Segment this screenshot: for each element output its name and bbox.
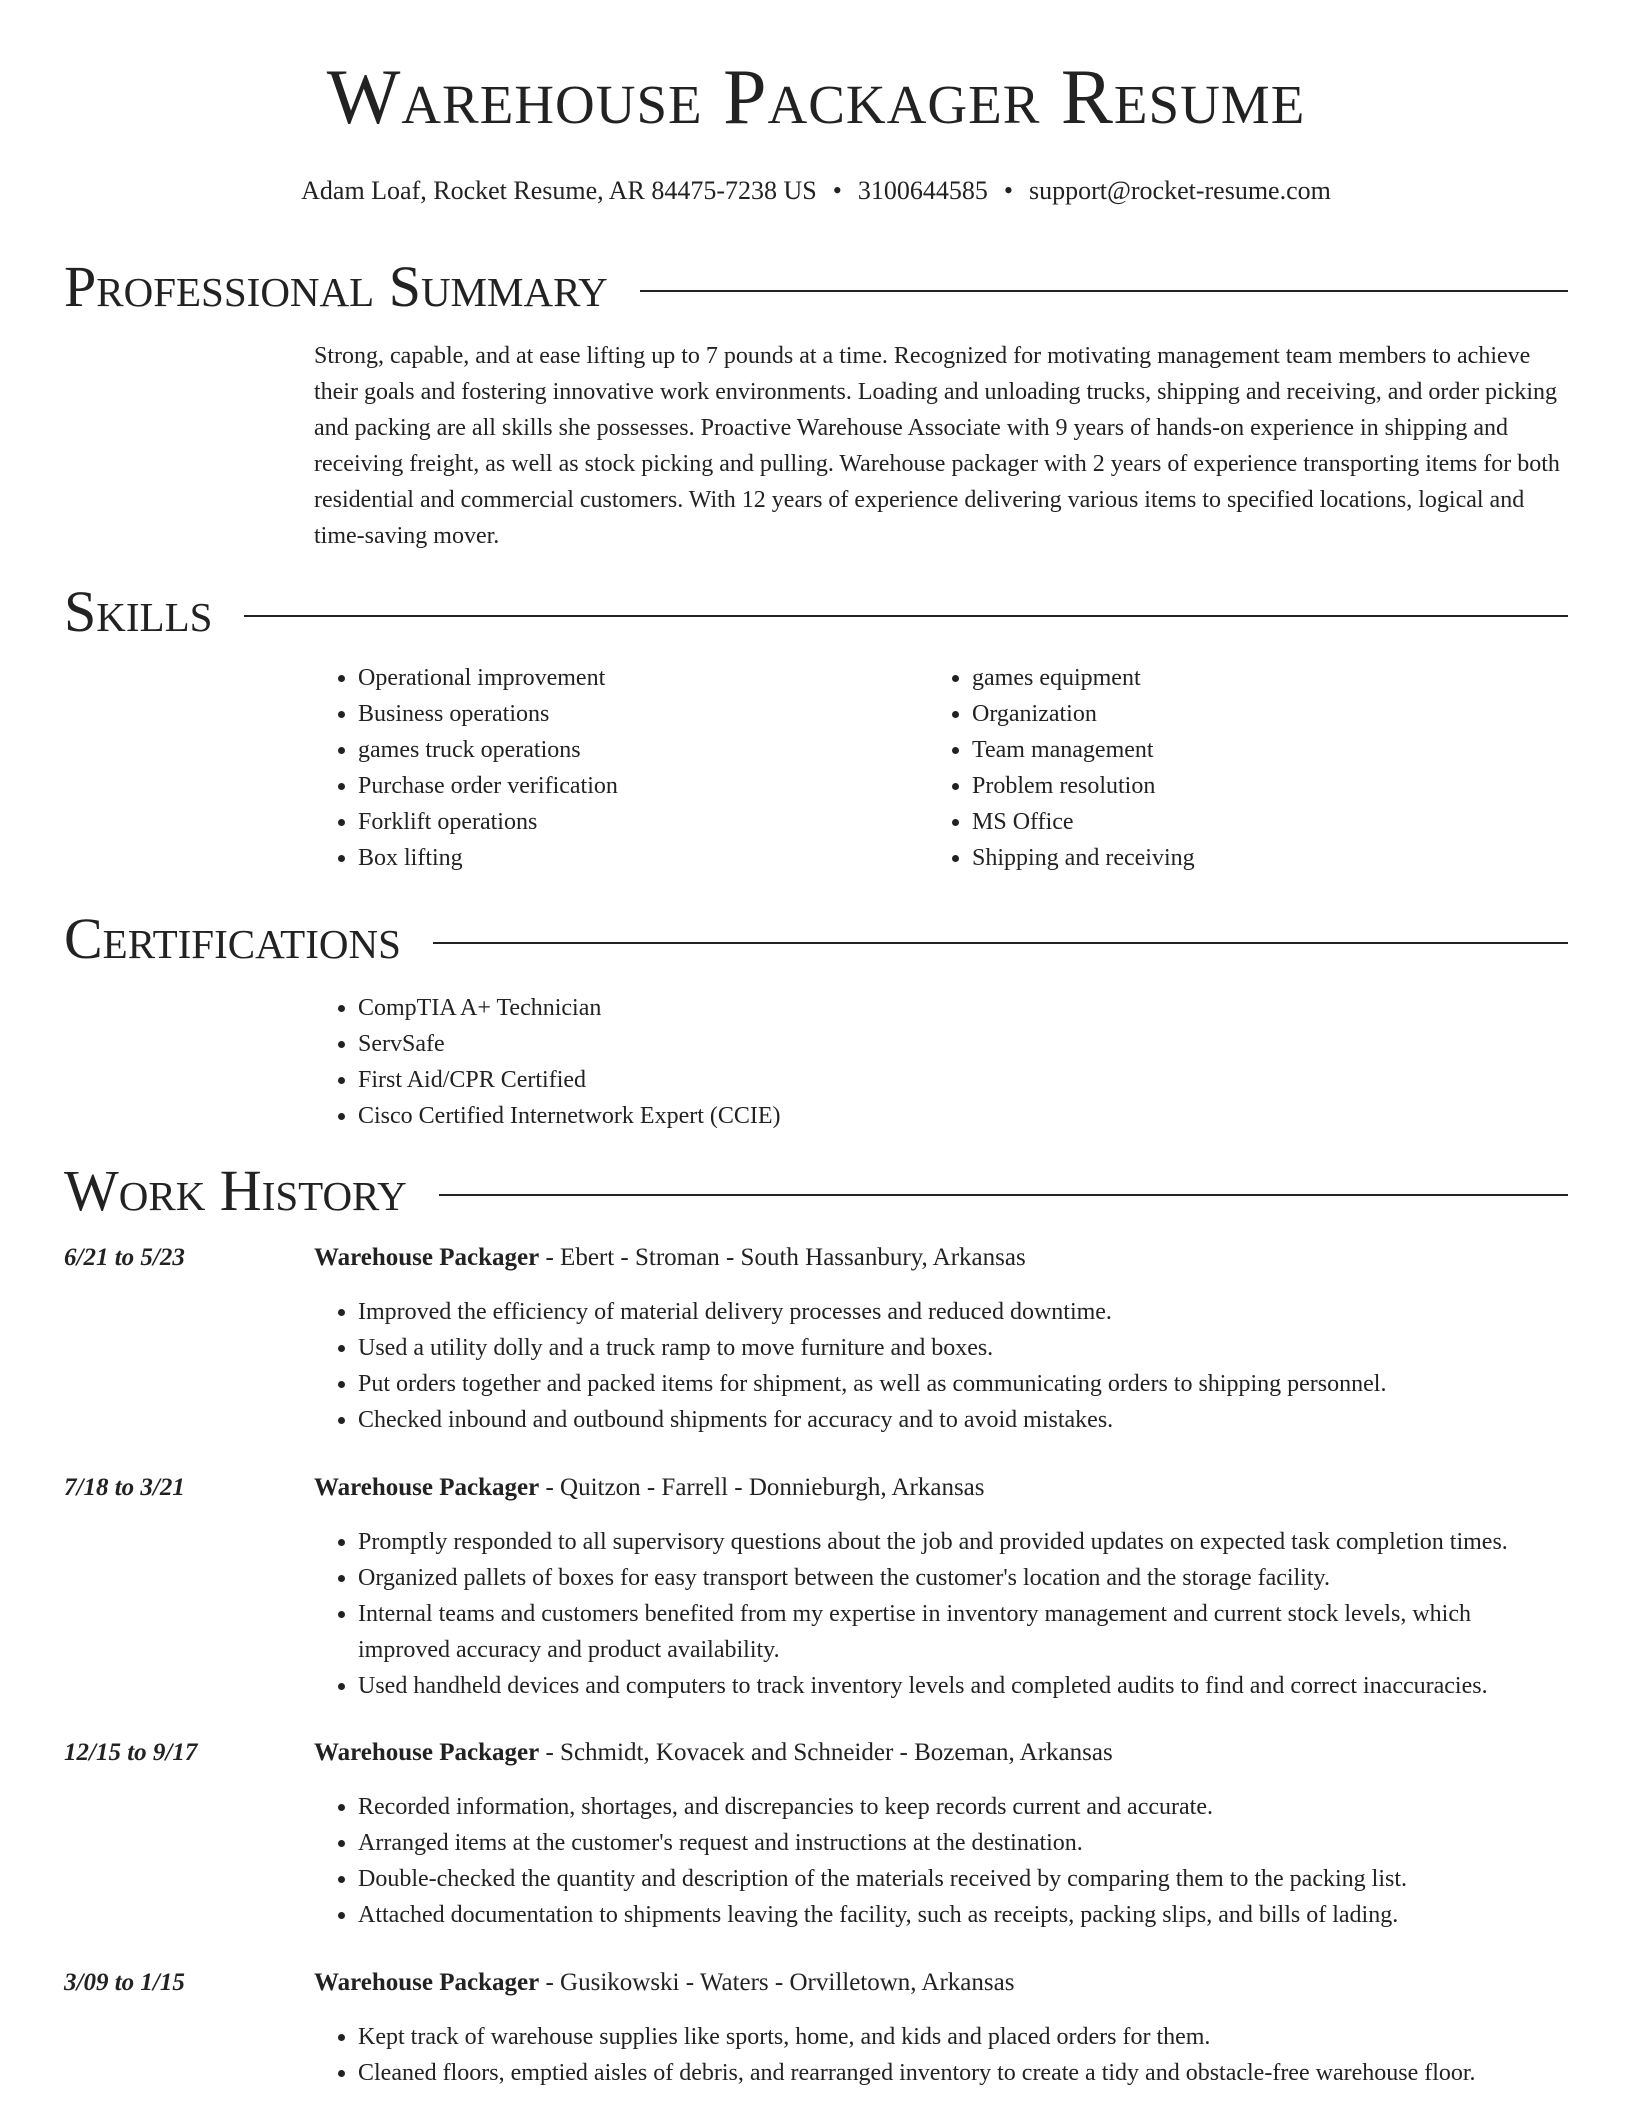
job-bullet: • Arranged items at the customer's request and instructions at the destination. bbox=[358, 1825, 1568, 1861]
skill-item: • Purchase order verification bbox=[358, 768, 914, 804]
certification-item: • CompTIA A+ Technician bbox=[358, 990, 781, 1026]
resume-title: Warehouse Packager Resume bbox=[326, 53, 1306, 140]
certifications-list bbox=[314, 990, 781, 1134]
skill-item: • games truck operations bbox=[358, 732, 914, 768]
job-header: Warehouse Packager - Schmidt, Kovacek and Schneider - Bozeman, Arkansas bbox=[314, 1739, 1113, 1766]
work-history-section-heading bbox=[64, 1158, 1568, 1223]
work-history-heading: Work History bbox=[64, 1158, 407, 1223]
job-dates: 3/09 to 1/15 bbox=[64, 1969, 185, 1996]
job-dates: 12/15 to 9/17 bbox=[64, 1739, 198, 1766]
certification-item: • Cisco Certified Internetwork Expert (CCIE) bbox=[358, 1098, 781, 1134]
job-title: Warehouse Packager bbox=[314, 1739, 540, 1766]
summary-section-heading bbox=[64, 254, 1568, 319]
skill-item: • Problem resolution bbox=[972, 768, 1528, 804]
skill-item: • Box lifting bbox=[358, 840, 914, 876]
job-bullet: • Checked inbound and outbound shipments for accuracy and to avoid mistakes. bbox=[358, 1402, 1568, 1438]
skill-item: • Shipping and receiving bbox=[972, 840, 1528, 876]
job-title: Warehouse Packager bbox=[314, 1244, 540, 1271]
job-bullet: • Promptly responded to all supervisory questions about the job and provided updates on expected task completion times. bbox=[358, 1524, 1568, 1560]
skill-item: • Operational improvement bbox=[358, 660, 914, 696]
job-bullet: • Organized pallets of boxes for easy transport between the customer's location and the storage facility. bbox=[358, 1560, 1568, 1596]
job-company: Schmidt, Kovacek and Schneider - Bozeman, Arkansas bbox=[560, 1739, 1113, 1766]
skill-item: • Organization bbox=[972, 696, 1528, 732]
job-company: Gusikowski - Waters - Orvilletown, Arkansas bbox=[560, 1969, 1015, 1996]
job-header: Warehouse Packager - Gusikowski - Waters - Orvilletown, Arkansas bbox=[314, 1969, 1015, 1996]
job-bullets-wrap bbox=[314, 1789, 1568, 1933]
job-bullet: • Put orders together and packed items for shipment, as well as communicating orders to shipping personnel. bbox=[358, 1366, 1568, 1402]
skills-right-list bbox=[928, 660, 1528, 876]
job-bullet: • Recorded information, shortages, and discrepancies to keep records current and accurate. bbox=[358, 1789, 1568, 1825]
certifications-section-heading bbox=[64, 906, 1568, 971]
job-bullets bbox=[314, 1294, 1568, 1438]
job-title: Warehouse Packager bbox=[314, 1474, 540, 1501]
skills-left-column bbox=[314, 660, 914, 876]
job-bullets bbox=[314, 1524, 1568, 1704]
job-bullet: • Internal teams and customers benefited from my expertise in inventory management and current stock levels, which improved accuracy and product availability. bbox=[358, 1596, 1568, 1668]
job-header: Warehouse Packager - Ebert - Stroman - South Hassanbury, Arkansas bbox=[314, 1244, 1026, 1271]
summary-heading: Professional Summary bbox=[64, 254, 608, 319]
job-bullet: • Attached documentation to shipments leaving the facility, such as receipts, packing slips, and bills of lading. bbox=[358, 1897, 1568, 1933]
job-bullets-wrap bbox=[314, 2019, 1568, 2091]
skill-item: • MS Office bbox=[972, 804, 1528, 840]
job-bullet: • Cleaned floors, emptied aisles of debris, and rearranged inventory to create a tidy and obstacle-free warehouse floor. bbox=[358, 2055, 1568, 2091]
section-divider bbox=[439, 1194, 1568, 1196]
skills-left-list bbox=[314, 660, 914, 876]
section-divider bbox=[244, 615, 1568, 617]
skills-section-heading bbox=[64, 579, 1568, 644]
job-bullets bbox=[314, 1789, 1568, 1933]
contact-separator: • bbox=[832, 176, 842, 205]
job-bullet: • Used a utility dolly and a truck ramp to move furniture and boxes. bbox=[358, 1330, 1568, 1366]
certification-item: • First Aid/CPR Certified bbox=[358, 1062, 781, 1098]
job-bullets-wrap bbox=[314, 1294, 1568, 1438]
contact-phone: 3100644585 bbox=[857, 176, 988, 205]
certifications-list-wrap bbox=[314, 990, 781, 1134]
summary-text: Strong, capable, and at ease lifting up to 7 pounds at a time. Recognized for motivating management team members to achieve their goals and fostering innovative work environments. Loading and unloading trucks, shipping and receiving, and order picking and packing are all skills she possesses. Proactive Warehouse Associate with 9 years of hands-on experience in shipping and receiving freight, as well as stock picking and pulling. Warehouse packager with 2 years of experience transporting items for both residential and commercial customers. With 12 years of experience delivering various items to specified locations, logical and time-saving mover. bbox=[314, 343, 1560, 549]
job-bullet: • Double-checked the quantity and description of the materials received by comparing them to the packing list. bbox=[358, 1861, 1568, 1897]
job-company: Quitzon - Farrell - Donnieburgh, Arkansas bbox=[560, 1474, 985, 1501]
job-dates: 6/21 to 5/23 bbox=[64, 1244, 185, 1271]
certification-item: • ServSafe bbox=[358, 1026, 781, 1062]
section-divider bbox=[433, 942, 1568, 944]
job-title: Warehouse Packager bbox=[314, 1969, 540, 1996]
skills-right-column bbox=[928, 660, 1528, 876]
contact-address: Adam Loaf, Rocket Resume, AR 84475-7238 US bbox=[301, 176, 817, 205]
job-header: Warehouse Packager - Quitzon - Farrell - Donnieburgh, Arkansas bbox=[314, 1474, 985, 1501]
skill-item: • games equipment bbox=[972, 660, 1528, 696]
contact-separator: • bbox=[1003, 176, 1013, 205]
skill-item: • Business operations bbox=[358, 696, 914, 732]
contact-email[interactable]: support@rocket-resume.com bbox=[1028, 176, 1331, 205]
job-company: Ebert - Stroman - South Hassanbury, Arkansas bbox=[560, 1244, 1026, 1271]
skills-heading: Skills bbox=[64, 579, 213, 644]
skill-item: • Team management bbox=[972, 732, 1528, 768]
job-bullet: • Improved the efficiency of material delivery processes and reduced downtime. bbox=[358, 1294, 1568, 1330]
certifications-heading: Certifications bbox=[64, 906, 401, 971]
job-bullet: • Used handheld devices and computers to track inventory levels and completed audits to find and correct inaccuracies. bbox=[358, 1668, 1568, 1704]
job-bullets bbox=[314, 2019, 1568, 2091]
job-dates: 7/18 to 3/21 bbox=[64, 1474, 185, 1501]
skill-item: • Forklift operations bbox=[358, 804, 914, 840]
job-bullets-wrap bbox=[314, 1524, 1568, 1704]
job-bullet: • Kept track of warehouse supplies like sports, home, and kids and placed orders for them. bbox=[358, 2019, 1568, 2055]
section-divider bbox=[640, 290, 1568, 292]
contact-line bbox=[0, 175, 1632, 206]
